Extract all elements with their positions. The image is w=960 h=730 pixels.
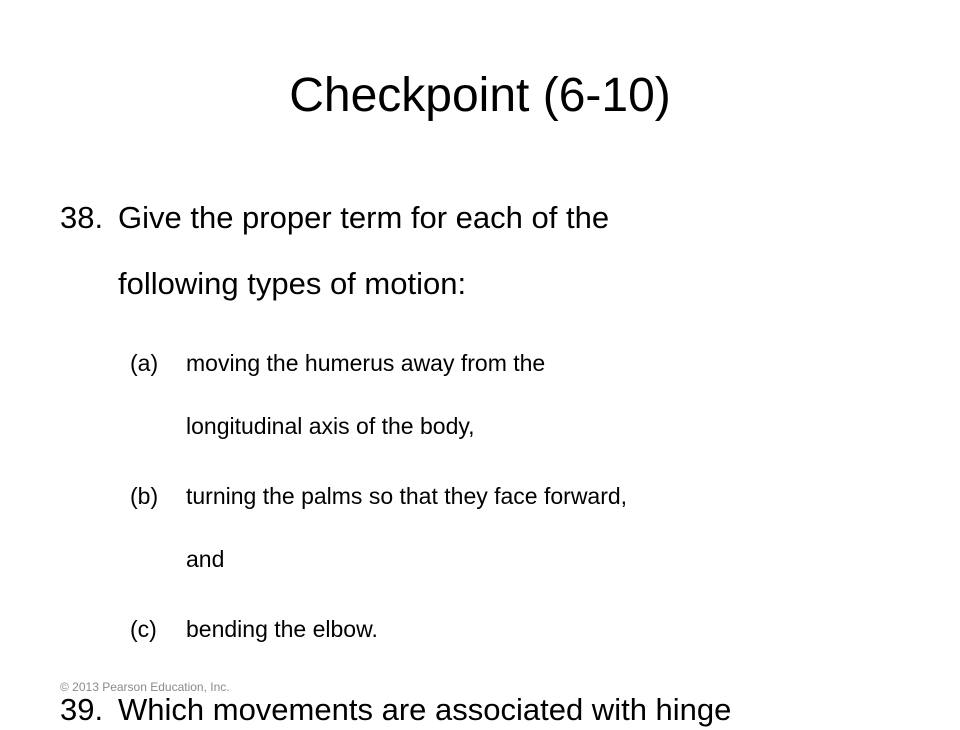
question-38-number: 38. xyxy=(60,200,104,235)
sub-item-a-line-2: longitudinal axis of the body, xyxy=(186,413,475,439)
sub-item-c-line-1: bending the elbow. xyxy=(186,616,378,642)
question-38-text-line-1: Give the proper term for each of the xyxy=(118,200,610,235)
page-title: Checkpoint (6-10) xyxy=(289,69,671,122)
question-39-text-line-1: Which movements are associated with hinge xyxy=(118,692,732,727)
question-38-text-line-2: following types of motion: xyxy=(118,266,467,301)
copyright-notice: © 2013 Pearson Education, Inc. xyxy=(60,680,230,694)
sub-item-a-line-1: moving the humerus away from the xyxy=(186,350,546,376)
sub-item-c-label: (c) xyxy=(130,616,157,642)
sub-item-b-line-1: turning the palms so that they face forward, xyxy=(186,483,628,509)
sub-item-b-label: (b) xyxy=(130,483,159,509)
sub-item-a-label: (a) xyxy=(130,350,159,376)
question-39-number: 39. xyxy=(60,692,104,727)
sub-item-b-line-2: and xyxy=(186,546,225,572)
